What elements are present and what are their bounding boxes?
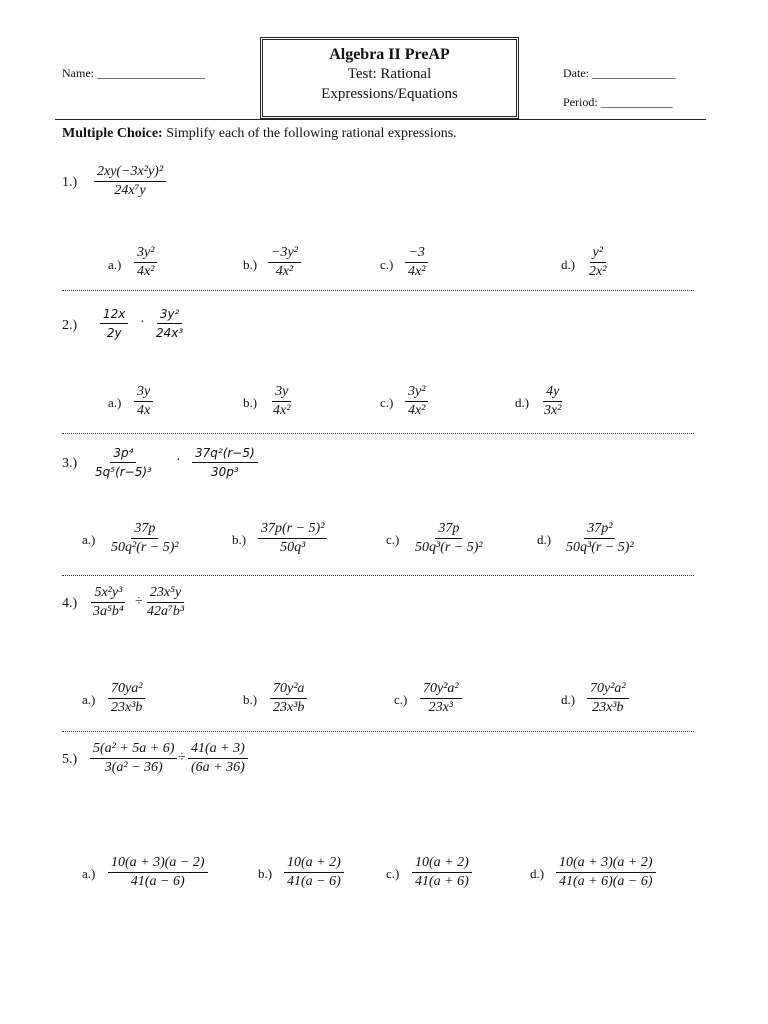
q3-choice-d-denominator: 50q³(r − 5)²: [566, 540, 634, 555]
q3-choice-d-numerator: 37p²: [584, 521, 615, 539]
q3-f1-denominator: 5q⁵(r−5)³: [95, 465, 152, 479]
title-box: [260, 37, 519, 119]
question-3-fraction-1: [92, 445, 155, 480]
instructions: [62, 126, 457, 142]
q4-choice-d-denominator: 23x³b: [592, 700, 624, 715]
q3-choice-c-label[interactable]: c.): [386, 532, 400, 547]
q1-choice-a[interactable]: [134, 245, 157, 280]
q4-choice-b-denominator: 23x³b: [273, 700, 305, 715]
q2-choice-a[interactable]: [134, 384, 153, 419]
q1-choice-d-denominator: 2x²: [589, 264, 607, 279]
q5-choice-b-numerator: 10(a + 2): [284, 855, 344, 873]
question-3-number: 3.): [62, 456, 78, 471]
q3-choice-c[interactable]: [412, 521, 486, 556]
q5-choice-b-label[interactable]: b.): [258, 866, 273, 881]
divide-operator: ÷: [135, 594, 143, 609]
q5-choice-b-denominator: 41(a − 6): [287, 874, 341, 889]
q3-choice-c-denominator: 50q³(r − 5)²: [415, 540, 483, 555]
q1-choice-c[interactable]: [405, 245, 428, 280]
q5-f1-denominator: 3(a² − 36): [104, 760, 163, 775]
q2-choice-c-numerator: 3y²: [405, 384, 428, 402]
q2-choice-d[interactable]: [541, 384, 564, 419]
q2-f2-denominator: 24x³: [156, 326, 184, 340]
question-3-fraction-2: [192, 445, 258, 480]
q2-choice-b-label[interactable]: b.): [243, 395, 258, 410]
test-subtitle-line1: Test: Rational: [347, 66, 432, 82]
q4-f1-denominator: 3a⁵b⁴: [93, 604, 124, 619]
q4-choice-c-denominator: 23x³: [428, 700, 454, 715]
q4-choice-d-label[interactable]: d.): [561, 692, 576, 707]
question-divider: [62, 433, 694, 434]
q1-choice-a-label[interactable]: a.): [108, 257, 122, 272]
q2-choice-b-denominator: 4x²: [273, 403, 291, 418]
q4-choice-b[interactable]: [270, 681, 307, 716]
question-4-fraction-2: [144, 585, 187, 620]
instructions-text: Simplify each of the following rational expressions.: [162, 126, 457, 141]
q2-choice-d-numerator: 4y: [543, 384, 562, 402]
question-1-expression: [94, 164, 166, 199]
q5-choice-b[interactable]: [284, 855, 344, 890]
q2-choice-c-denominator: 4x²: [408, 403, 426, 418]
q5-choice-c[interactable]: [412, 855, 472, 890]
q3-choice-a-numerator: 37p: [131, 521, 158, 539]
q2-choice-d-denominator: 3x²: [544, 403, 562, 418]
question-1-number: 1.): [62, 175, 78, 190]
q4-choice-c-numerator: 70y²a²: [420, 681, 462, 699]
q1-choice-c-label[interactable]: c.): [380, 257, 394, 272]
q4-choice-b-numerator: 70y²a: [270, 681, 307, 699]
q1-choice-b-numerator: −3y²: [268, 245, 301, 263]
question-2-fraction-2: [153, 306, 186, 341]
q5-choice-a-denominator: 41(a − 6): [130, 874, 185, 889]
q2-choice-a-label[interactable]: a.): [108, 395, 122, 410]
q4-choice-c-label[interactable]: c.): [394, 692, 408, 707]
question-2-number: 2.): [62, 318, 78, 333]
test-subtitle-line2: Expressions/Equations: [321, 86, 458, 102]
q2-choice-d-label[interactable]: d.): [515, 395, 530, 410]
q2-choice-b[interactable]: [270, 384, 293, 419]
question-5-fraction-1: [90, 741, 177, 776]
question-5-fraction-2: [188, 741, 248, 776]
q1-choice-d-numerator: y²: [590, 245, 606, 263]
q2-choice-a-denominator: 4x: [137, 403, 151, 418]
q3-choice-b-denominator: 50q³: [280, 540, 306, 555]
q4-choice-b-label[interactable]: b.): [243, 692, 258, 707]
date-field-label[interactable]: Date: ______________: [563, 66, 676, 80]
q1-choice-c-numerator: −3: [405, 245, 427, 263]
q4-f2-numerator: 23x⁵y: [147, 585, 184, 603]
divide-operator: ÷: [178, 750, 186, 765]
q5-choice-d[interactable]: [556, 855, 656, 890]
q3-choice-c-numerator: 37p: [435, 521, 462, 539]
question-5-number: 5.): [62, 752, 78, 767]
q2-choice-c-label[interactable]: c.): [380, 395, 394, 410]
period-field-label[interactable]: Period: ____________: [563, 95, 673, 109]
q5-choice-c-denominator: 41(a + 6): [415, 874, 469, 889]
q3-choice-a[interactable]: [108, 521, 182, 556]
test-title: Algebra II PreAP: [329, 46, 450, 63]
q2-choice-b-numerator: 3y: [272, 384, 291, 402]
q3-choice-b-numerator: 37p(r − 5)²: [258, 521, 327, 539]
q3-f2-denominator: 30p³: [210, 465, 239, 479]
multiply-operator: ·: [176, 453, 181, 468]
q5-f2-denominator: (6a + 36): [191, 760, 245, 775]
question-divider: [62, 575, 694, 576]
q5-f1-numerator: 5(a² + 5a + 6): [90, 741, 177, 759]
q1-choice-b-label[interactable]: b.): [243, 257, 258, 272]
q4-choice-a[interactable]: [108, 681, 145, 716]
multiply-operator: ·: [140, 315, 145, 330]
q5-choice-a-label[interactable]: a.): [82, 866, 96, 881]
q4-f1-numerator: 5x²y³: [91, 585, 125, 603]
q1-denominator: 24x⁷y: [114, 183, 146, 198]
q4-choice-d-numerator: 70y²a²: [587, 681, 629, 699]
q4-choice-c[interactable]: [420, 681, 462, 716]
q2-f1-denominator: 2y: [106, 326, 122, 340]
q5-choice-d-denominator: 41(a + 6)(a − 6): [559, 874, 653, 889]
q2-choice-a-numerator: 3y: [134, 384, 153, 402]
q5-choice-a[interactable]: [108, 855, 208, 890]
question-divider: [62, 290, 694, 291]
q2-f1-numerator: 12x: [100, 306, 128, 324]
header-rule: [55, 119, 706, 120]
q4-choice-a-denominator: 23x³b: [111, 700, 143, 715]
q3-choice-d[interactable]: [563, 521, 637, 556]
q1-choice-b-denominator: 4x²: [275, 264, 294, 279]
q1-choice-a-denominator: 4x²: [137, 264, 155, 279]
q1-choice-b[interactable]: [268, 245, 301, 280]
question-2-fraction-1: [100, 306, 128, 341]
q3-f2-numerator: 37q²(r−5): [192, 445, 258, 463]
q1-numerator: 2xy(−3x²y)²: [94, 164, 166, 182]
q4-f2-denominator: 42a⁷b³: [147, 604, 185, 619]
q1-choice-a-numerator: 3y²: [134, 245, 157, 263]
q1-choice-d-label[interactable]: d.): [561, 257, 576, 272]
q2-choice-c[interactable]: [405, 384, 428, 419]
question-4-number: 4.): [62, 596, 78, 611]
q1-choice-c-denominator: 4x²: [408, 264, 426, 279]
instructions-bold: Multiple Choice:: [62, 126, 163, 141]
q4-choice-a-numerator: 70ya²: [108, 681, 145, 699]
q3-choice-b-label[interactable]: b.): [232, 532, 247, 547]
q5-f2-numerator: 41(a + 3): [188, 741, 248, 759]
q5-choice-d-label[interactable]: d.): [530, 866, 545, 881]
q3-choice-a-label[interactable]: a.): [82, 532, 96, 547]
q3-choice-b[interactable]: [258, 521, 327, 556]
q3-f1-numerator: 3p⁴: [110, 445, 136, 463]
name-field-label[interactable]: Name: __________________: [62, 66, 205, 80]
q5-choice-a-numerator: 10(a + 3)(a − 2): [108, 855, 208, 873]
q5-choice-c-label[interactable]: c.): [386, 866, 400, 881]
q5-choice-c-numerator: 10(a + 2): [412, 855, 472, 873]
q4-choice-d[interactable]: [587, 681, 629, 716]
q3-choice-a-denominator: 50q²(r − 5)²: [111, 540, 179, 555]
question-divider: [62, 731, 694, 732]
q2-f2-numerator: 3y²: [157, 306, 183, 324]
q4-choice-a-label[interactable]: a.): [82, 692, 96, 707]
q1-choice-d[interactable]: [586, 245, 609, 280]
q5-choice-d-numerator: 10(a + 3)(a + 2): [556, 855, 656, 873]
q3-choice-d-label[interactable]: d.): [537, 532, 552, 547]
question-4-fraction-1: [90, 585, 127, 620]
